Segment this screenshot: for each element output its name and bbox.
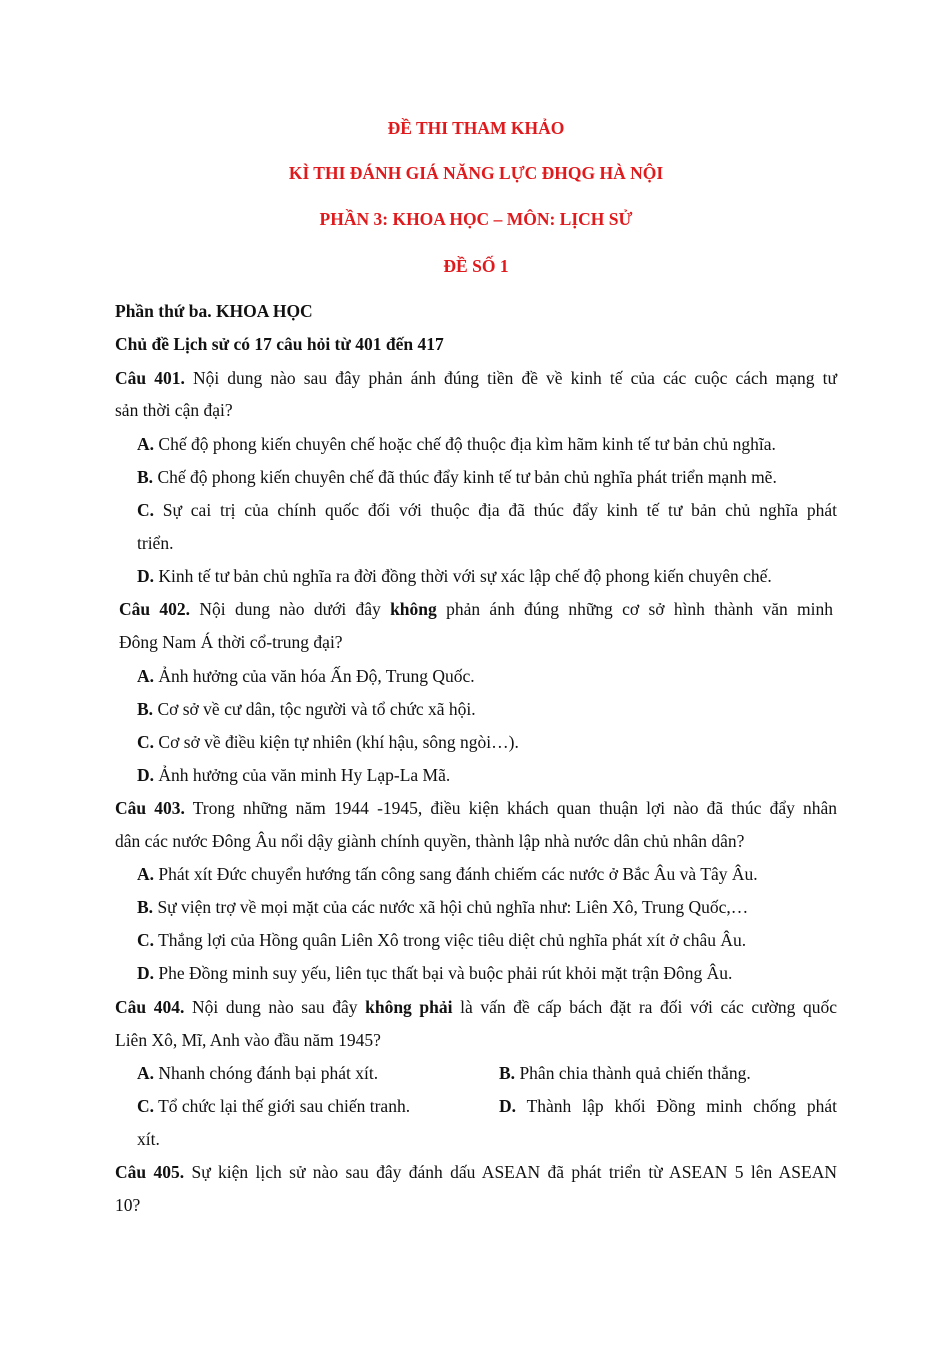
option-402-d: D. Ảnh hưởng của văn minh Hy Lạp-La Mã. <box>137 765 451 785</box>
option-404-a: A. Nhanh chóng đánh bại phát xít. <box>137 1063 379 1083</box>
question-404: Câu 404. Nội dung nào sau đây không phải là vấn đề cấp bách đặt ra đối với các cường quốc <box>115 997 838 1017</box>
section-heading: Phần thứ ba. KHOA HỌC <box>115 301 313 321</box>
question-401: Câu 401. Nội dung nào sau đây phản ánh đúng tiền đề về kinh tế của các cuộc cách mạng tư <box>115 368 837 388</box>
option-401-c-cont: triển. <box>137 533 174 553</box>
exam-code: ĐỀ SỐ 1 <box>443 256 509 276</box>
option-402-a: A. Ảnh hưởng của văn hóa Ấn Độ, Trung Quốc. <box>137 666 475 686</box>
doc-title: ĐỀ THI THAM KHẢO <box>387 118 565 138</box>
question-401-cont: sản thời cận đại? <box>115 400 233 420</box>
option-404-d-cont: xít. <box>137 1129 160 1149</box>
exam-part: PHẦN 3: KHOA HỌC – MÔN: LỊCH SỬ <box>319 209 633 229</box>
option-404-d: D. Thành lập khối Đồng minh chống phát <box>499 1096 837 1116</box>
question-402: Câu 402. Nội dung nào dưới đây không phản ánh đúng những cơ sở hình thành văn minh <box>119 599 833 619</box>
option-403-a: A. Phát xít Đức chuyển hướng tấn công sang đánh chiếm các nước ở Bắc Âu và Tây Âu. <box>137 864 758 884</box>
question-403: Câu 403. Trong những năm 1944 -1945, điều kiện khách quan thuận lợi nào đã thúc đẩy nhân <box>115 798 837 818</box>
option-404-b: B. Phân chia thành quả chiến thắng. <box>499 1063 751 1083</box>
option-403-c: C. Thắng lợi của Hồng quân Liên Xô trong việc tiêu diệt chủ nghĩa phát xít ở châu Âu. <box>137 930 747 950</box>
option-401-a: A. Chế độ phong kiến chuyên chế hoặc chế độ thuộc địa kìm hãm kinh tế tư bản chủ nghĩa. <box>137 434 776 454</box>
section-subheading: Chủ đề Lịch sử có 17 câu hỏi từ 401 đến 417 <box>115 334 444 354</box>
question-402-cont: Đông Nam Á thời cổ-trung đại? <box>119 632 343 652</box>
question-403-cont: dân các nước Đông Âu nổi dậy giành chính quyền, thành lập nhà nước dân chủ nhân dân? <box>115 831 745 851</box>
option-401-d: D. Kinh tế tư bản chủ nghĩa ra đời đồng thời với sự xác lập chế độ phong kiến chuyên chế. <box>137 566 772 586</box>
question-405-cont: 10? <box>115 1195 141 1215</box>
option-401-b: B. Chế độ phong kiến chuyên chế đã thúc đẩy kinh tế tư bản chủ nghĩa phát triển mạnh mẽ. <box>137 467 777 487</box>
option-402-c: C. Cơ sở về điều kiện tự nhiên (khí hậu, sông ngòi…). <box>137 732 519 752</box>
option-404-c: C. Tổ chức lại thế giới sau chiến tranh. <box>137 1096 411 1116</box>
option-403-b: B. Sự viện trợ về mọi mặt của các nước xã hội chủ nghĩa như: Liên Xô, Trung Quốc,… <box>137 897 749 917</box>
exam-name: KÌ THI ĐÁNH GIÁ NĂNG LỰC ĐHQG HÀ NỘI <box>288 163 664 183</box>
option-402-b: B. Cơ sở về cư dân, tộc người và tổ chức xã hội. <box>137 699 476 719</box>
option-403-d: D. Phe Đồng minh suy yếu, liên tục thất bại và buộc phải rút khỏi mặt trận Đông Âu. <box>137 963 733 983</box>
option-401-c: C. Sự cai trị của chính quốc đối với thuộc địa đã thúc đẩy kinh tế tư bản chủ nghĩa phát <box>137 500 837 520</box>
question-404-cont: Liên Xô, Mĩ, Anh vào đầu năm 1945? <box>115 1030 381 1050</box>
question-405: Câu 405. Sự kiện lịch sử nào sau đây đánh dấu ASEAN đã phát triển từ ASEAN 5 lên ASEAN <box>115 1162 837 1182</box>
